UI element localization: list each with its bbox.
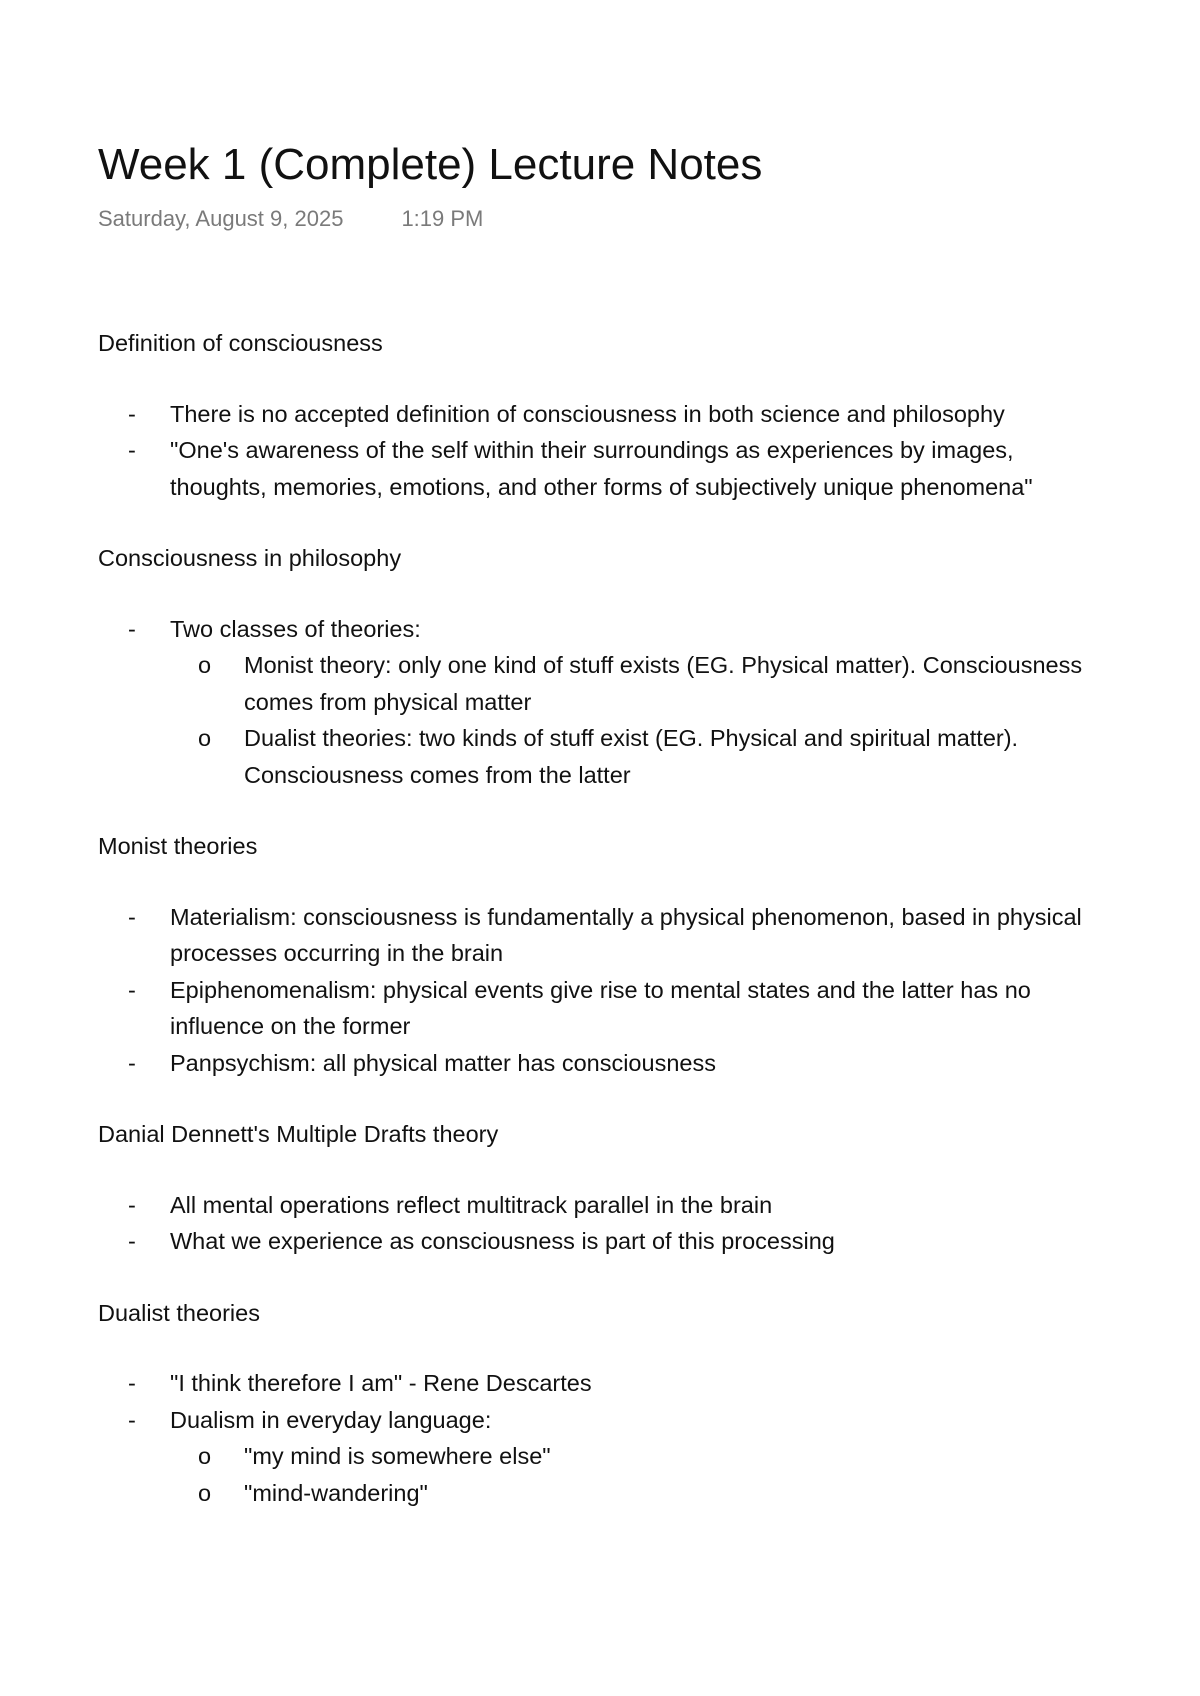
list-item <box>98 899 1098 972</box>
dash-bullet: - <box>128 1191 136 1218</box>
list-item-text: Two classes of theories: <box>170 615 421 642</box>
list-item-text: All mental operations reflect multitrack parallel in the brain <box>170 1191 773 1218</box>
section-heading: Consciousness in philosophy <box>98 545 402 571</box>
section-heading: Danial Dennett's Multiple Drafts theory <box>98 1121 499 1147</box>
list-item-text: What we experience as consciousness is part of this processing <box>170 1228 835 1254</box>
list-item <box>98 396 1098 433</box>
page-timestamp <box>98 204 483 234</box>
sub-list-item <box>98 720 1098 793</box>
dash-bullet: - <box>128 976 136 1003</box>
section-heading: Monist theories <box>98 833 258 859</box>
sub-list-item <box>98 1438 1098 1475</box>
circle-bullet: o <box>198 1479 212 1506</box>
list-item-text: There is no accepted definition of consciousness in both science and philosophy <box>170 400 1005 427</box>
section-heading: Definition of consciousness <box>98 330 383 356</box>
page-time: 1:19 PM <box>401 206 484 231</box>
list-item-text: "One's awareness of the self within their surroundings as experiences by images, thoughts, memories, emotions, and other forms of subjectively unique phenomena" <box>170 437 1033 500</box>
sub-list-item <box>98 647 1098 720</box>
list-item <box>98 611 1098 648</box>
list-item <box>98 1187 1098 1224</box>
section-philosophy <box>98 540 1098 793</box>
dash-bullet: - <box>128 1370 136 1396</box>
section-definition <box>98 325 1098 505</box>
dash-bullet: - <box>128 903 136 930</box>
dash-bullet: - <box>128 1049 136 1076</box>
list-item-text: Epiphenomenalism: physical events give rise to mental states and the latter has no influence on the former <box>170 976 1031 1039</box>
dash-bullet: - <box>128 1228 136 1254</box>
dash-bullet: - <box>128 400 136 427</box>
list-item <box>98 1365 1098 1402</box>
page-title: Week 1 (Complete) Lecture Notes <box>98 140 763 189</box>
list-item-text: Panpsychism: all physical matter has consciousness <box>170 1049 716 1076</box>
page-date: Saturday, August 9, 2025 <box>98 206 344 231</box>
section-dualist <box>98 1295 1098 1507</box>
dash-bullet: - <box>128 437 136 463</box>
sub-list-item-text: "my mind is somewhere else" <box>244 1443 551 1469</box>
list-item <box>98 1402 1098 1439</box>
list-item <box>98 1223 1098 1260</box>
note-body <box>98 325 1098 1542</box>
list-item <box>98 432 1098 505</box>
dash-bullet: - <box>128 615 136 642</box>
list-item <box>98 972 1098 1045</box>
dash-bullet: - <box>128 1406 136 1433</box>
sub-list-item-text: Dualist theories: two kinds of stuff exist (EG. Physical and spiritual matter). Consciousness comes from the latter <box>244 725 1019 788</box>
section-dennett <box>98 1116 1098 1260</box>
sub-list-item-text: "mind-wandering" <box>244 1479 428 1506</box>
list-item-text: Materialism: consciousness is fundamentally a physical phenomenon, based in physical processes occurring in the brain <box>170 903 1082 966</box>
section-monist <box>98 828 1098 1081</box>
circle-bullet: o <box>198 1443 212 1469</box>
sub-list-item <box>98 1475 1098 1507</box>
circle-bullet: o <box>198 652 212 678</box>
circle-bullet: o <box>198 725 212 751</box>
section-heading: Dualist theories <box>98 1299 260 1326</box>
list-item <box>98 1045 1098 1082</box>
list-item-text: Dualism in everyday language: <box>170 1406 492 1433</box>
sub-list-item-text: Monist theory: only one kind of stuff exists (EG. Physical matter). Consciousness comes from physical matter <box>244 652 1083 715</box>
list-item-text: "I think therefore I am" - Rene Descartes <box>170 1370 592 1396</box>
